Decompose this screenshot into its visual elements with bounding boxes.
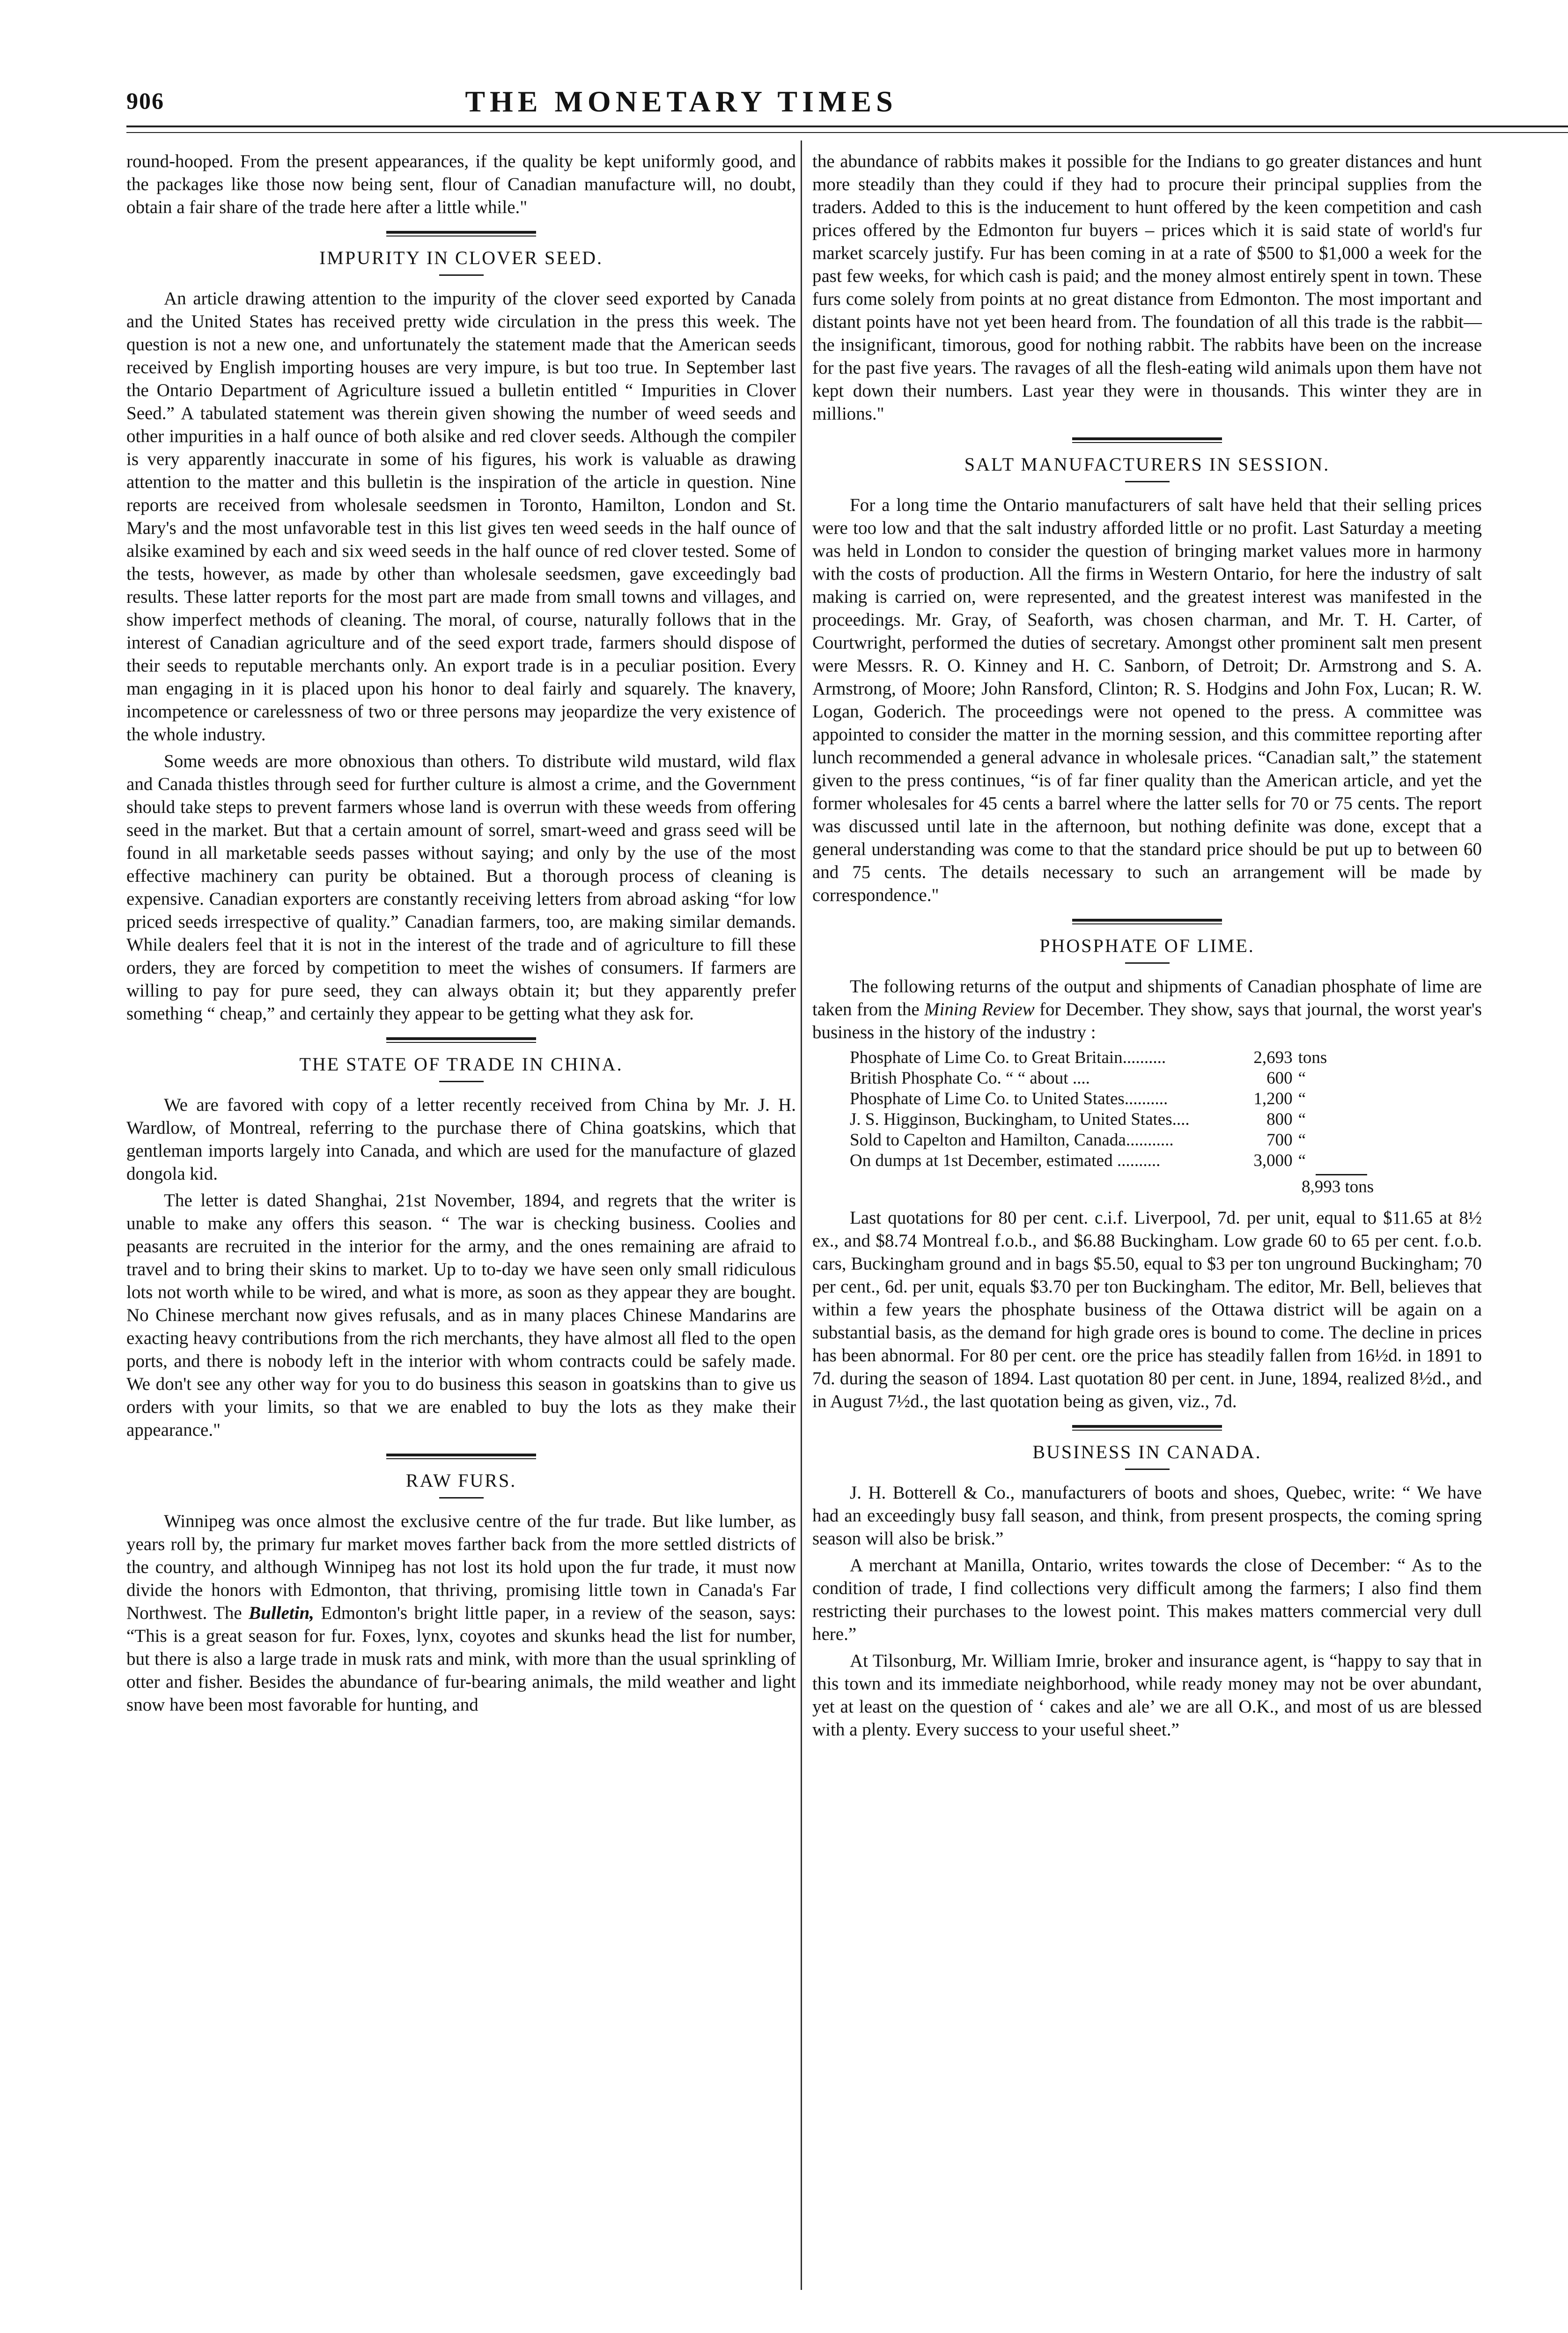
article-title-clover-seed: IMPURITY IN CLOVER SEED. — [319, 247, 604, 268]
publication-name: Mining Review — [924, 999, 1035, 1019]
title-rule — [439, 1497, 484, 1499]
article-title-business-in-canada: BUSINESS IN CANADA. — [1032, 1441, 1262, 1462]
row-label: British Phosphate Co. “ “ about .... — [850, 1069, 1090, 1088]
article-paragraph: We are favored with copy of a letter recently received from China by Mr. J. H. Wardlow, of Montreal, referring to the purchase there of China goatskins, which that gentleman imports largely into Canada, and which are used for the manufacture of glazed dongola kid. — [126, 1095, 796, 1184]
article-paragraph: Some weeds are more obnoxious than others. To distribute wild mustard, wild flax and Canada thistles through seed for further culture is almost a crime, and the Government should take steps to prevent farmers whose land is overrun with these weeds from offering seed in the market. But that a certain amount of sorrel, smart-weed and grass seed will be found in all marketable seeds passes without saying; and only by the use of the most effective machinery can purity be obtained. But a thorough process of cleaning is expensive. Canadian exporters are constantly receiving letters from abroad asking “for low priced seeds irrespective of quality.” Canadian farmers, too, are making similar demands. While dealers feel that it is not in the interest of the trade and of agriculture to fill these orders, they are forced by competition to meet the wishes of consumers. If farmers are willing to pay for pure seed, they can always obtain it; but they apparently prefer something “ cheap,” and certainly they appear to be getting what they ask for. — [126, 751, 796, 1024]
section-separator — [386, 1454, 536, 1459]
row-quantity: 2,693 — [1253, 1048, 1293, 1067]
text-run: The following returns of the output and shipments of Canadian phosphate of lime are taken from the — [812, 976, 1482, 1019]
row-label: Sold to Capelton and Hamilton, Canada........... — [850, 1130, 1174, 1150]
table-row — [850, 1130, 1364, 1151]
row-unit: “ — [1298, 1089, 1306, 1108]
row-unit: “ — [1298, 1110, 1306, 1129]
section-separator — [1072, 1425, 1222, 1431]
publication-name: Bulletin, — [249, 1603, 314, 1623]
total-line — [812, 1176, 1482, 1198]
journal-title: THE MONETARY TIMES — [465, 85, 898, 118]
left-column — [126, 150, 796, 1716]
row-quantity: 600 — [1266, 1069, 1293, 1088]
table-row — [850, 1109, 1364, 1130]
article-continuation: the abundance of rabbits makes it possible for the Indians to go greater distances and hunt more steadily than they could if they had to procure their principal supplies from the traders. Added to this is the inducement to hunt offered by the keen competition and cash prices offered by the Edmonton fur buyers – prices which it is said state of world's fur market scarcely justify. Fur has been coming in at a rate of $500 to $1,000 a week for the past few weeks, for which cash is paid; and the money almost entirely spent in town. These furs come solely from points at no great distance from Edmonton. The most important and distant points have not yet been heard from. The foundation of all this trade is the rabbit—the insignificant, timorous, good for nothing rabbit. The rabbits have been on the increase for the past five years. The ravages of all the flesh-eating wild animals upon them have not kept down their numbers. Last year they were in thousands. This winter they are in millions." — [812, 151, 1482, 424]
table-row — [850, 1089, 1364, 1109]
row-unit: tons — [1298, 1048, 1327, 1067]
article-paragraph: For a long time the Ontario manufacturers of salt have held that their selling prices were too low and that the salt industry afforded little or no profit. Last Saturday a meeting was held in London to consider the question of bringing market values more in harmony with the costs of production. All the firms in Western Ontario, for here the industry of salt making is carried on, were represented, and the greatest interest was manifested in the proceedings. Mr. Gray, of Seaforth, was chosen charman, and Mr. T. H. Carter, of Courtwright, performed the duties of secretary. Amongst other prominent salt men present were Messrs. R. O. Kinney and H. C. Sanborn, of Detroit; Dr. Armstrong and S. A. Armstrong, of Moore; John Ransford, Clinton; R. S. Hodgins and John Fox, Lucan; R. W. Logan, Goderich. The proceedings were not opened to the press. A committee was appointed to consider the matter in the morning session, and this committee reporting after lunch recommended a general advance in wholesale prices. “Canadian salt,” the statement given to the press continues, “is of far finer quality than the American article, and yet the former wholesales for 45 cents a barrel where the latter sells for 70 or 75 cents. The report was discussed until late in the afternoon, but nothing definite was done, except that a general understanding was come to that the standard price should be put up to between 60 and 75 cents. The details necessary to such an arrangement will be made by correspondence." — [812, 495, 1482, 905]
article-paragraph — [126, 1510, 796, 1716]
masthead — [126, 84, 1119, 122]
article-paragraph: Last quotations for 80 per cent. c.i.f. Liverpool, 7d. per unit, equal to $11.65 at 8½ ex., and $8.74 Montreal f.o.b., and $6.88 Buckingham. Low grade 60 to 65 per cent. f.o.b. cars, Buckingham ground and in bags $5.50, equal to $3 per ton unground Buckingham; 70 per cent., 6d. per unit, equals $3.70 per ton Buckingham. The editor, Mr. Bell, believes that within a few years the phosphate business of the Ottawa district will be again on a substantial basis, as the demand for high grade ores is bound to come. The decline in prices has been abnormal. For 80 per cent. ore the price has steadily fallen from 16½d. in 1891 to 7d. during the season of 1894. Last quotation 80 per cent. in June, 1894, realized 8½d., and in August 7½d., the last quotation being as given, viz., 7d. — [812, 1208, 1482, 1411]
row-unit: “ — [1298, 1069, 1306, 1088]
row-quantity: 800 — [1266, 1110, 1293, 1129]
table-row — [850, 1068, 1364, 1089]
article-title-salt-manufacturers: SALT MANUFACTURERS IN SESSION. — [964, 454, 1330, 475]
article-paragraph: An article drawing attention to the impurity of the clover seed exported by Canada and the United States has received pretty wide circulation in the press this week. The question is not a new one, and unfortunately the statement made that the American seeds received by English importing houses are very impure, is but too true. In September last the Ontario Department of Agriculture issued a bulletin entitled “ Impurities in Clover Seed.” A tabulated statement was therein given showing the number of weed seeds and other impurities in a half ounce of both alsike and red clover seeds. Although the compiler is very apparently inaccurate in some of his figures, his work is valuable as drawing attention to the matter and this bulletin is the inspiration of the article in question. Nine reports are received from wholesale seedsmen in Toronto, Hamilton, London and St. Mary's and the most unfavorable test in this list gives ten weed seeds in the half ounce of alsike examined by each and six weed seeds in the half ounce of red clover tested. Some of the tests, however, as made by other than wholesale seedsmen, gave exceedingly bad results. These latter reports for the most part are made from small towns and villages, and show imperfect methods of cleaning. The moral, of course, naturally follows that in the interest of Canadian agriculture and of the seed export trade, farmers should dispose of their seeds to reputable merchants only. An export trade is in a peculiar position. Every man engaging in it is placed upon his honor to deal fairly and squarely. The knavery, incompetence or carelessness of two or three persons may jeopardize the very existence of the whole industry. — [126, 288, 796, 745]
article-paragraph: The letter is dated Shanghai, 21st November, 1894, and regrets that the writer is unable to make any offers this season. “ The war is checking business. Coolies and peasants are recruited in the interior for the army, and the ones remaining are afraid to travel and to bring their skins to market. Up to to-day we have seen only small ridiculous lots not worth while to be wired, and what is more, as soon as they appear they are bought. No Chinese merchant now gives refusals, and as in many places Chinese Mandarins are exacting heavy contributions from the rich merchants, they have almost all fled to the open ports, and there is nobody left in the interior with whom contracts could be safely made. We don't see any other way for you to do business this season in goatskins than to give us orders with your limits, so that we are enabled to buy the lots as they make their appearance." — [126, 1190, 796, 1440]
total-value: 8,993 tons — [1302, 1177, 1374, 1196]
masthead-rule-thin — [126, 132, 1568, 133]
title-rule — [1125, 1469, 1170, 1470]
article-title-raw-furs: RAW FURS. — [405, 1470, 517, 1491]
table-row — [850, 1151, 1364, 1171]
row-unit: “ — [1298, 1151, 1306, 1170]
title-rule — [439, 274, 484, 276]
section-separator — [386, 231, 536, 236]
text-run: Edmonton's bright little paper, in a review of the season, says: “This is a great season for fur. Foxes, lynx, coyotes and skunks head the list for number, but there is also a large trade in musk rats and mink, with more than the usual sprinkling of otter and fisher. Besides the abundance of fur-bearing animals, the mild weather and light snow have been most favorable for hunting, and — [126, 1603, 796, 1715]
article-paragraph: J. H. Botterell & Co., manufacturers of boots and shoes, Quebec, write: “ We have had an exceedingly busy fall season, and think, from present prospects, the coming spring season will also be brisk.” — [812, 1483, 1482, 1549]
title-rule — [439, 1081, 484, 1082]
table-row — [850, 1048, 1364, 1068]
title-rule — [1125, 962, 1170, 964]
right-column — [812, 150, 1482, 1745]
row-quantity: 700 — [1266, 1130, 1293, 1150]
section-separator — [1072, 437, 1222, 443]
title-rule — [1125, 481, 1170, 482]
row-label: Phosphate of Lime Co. to Great Britain.......... — [850, 1048, 1166, 1067]
article-title-phosphate: PHOSPHATE OF LIME. — [1039, 935, 1255, 956]
row-quantity: 1,200 — [1253, 1089, 1293, 1108]
section-separator — [386, 1037, 536, 1043]
page-number: 906 — [126, 88, 164, 114]
article-paragraph — [812, 975, 1482, 1044]
article-paragraph: A merchant at Manilla, Ontario, writes towards the close of December: “ As to the condition of trade, I find collections very difficult among the farmers; I also find them restricting their purchases to the lowest point. This makes matters commercial very dull here.” — [812, 1555, 1482, 1644]
row-label: On dumps at 1st December, estimated .......... — [850, 1151, 1161, 1170]
text-run: Winnipeg was once almost the exclusive centre of the fur trade. But like lumber, as years roll by, the primary fur market moves farther back from the more settled districts of the country, and although Winnipeg has not lost its hold upon the fur trade, it must now divide the honors with Edmonton, that thriving, promising little town in Canada's Far Northwest. The — [126, 1511, 796, 1623]
row-label: J. S. Higginson, Buckingham, to United States.... — [850, 1110, 1190, 1129]
column-divider — [801, 140, 802, 2290]
row-unit: “ — [1298, 1130, 1306, 1150]
phosphate-returns-table — [850, 1048, 1364, 1171]
masthead-rule — [126, 126, 1568, 127]
total-rule — [1316, 1174, 1367, 1175]
row-quantity: 3,000 — [1253, 1151, 1293, 1170]
text-run: for December. They show, says that journal, the worst year's business in the history of the industry : — [812, 999, 1482, 1042]
article-title-china-trade: THE STATE OF TRADE IN CHINA. — [299, 1054, 623, 1075]
row-label: Phosphate of Lime Co. to United States.......... — [850, 1089, 1168, 1108]
section-separator — [1072, 919, 1222, 924]
article-continuation: round-hooped. From the present appearances, if the quality be kept uniformly good, and the packages like those now being sent, flour of Canadian manufacture will, no doubt, obtain a fair share of the trade here after a little while." — [126, 151, 796, 217]
article-paragraph: At Tilsonburg, Mr. William Imrie, broker and insurance agent, is “happy to say that in this town and its immediate neighborhood, while ready money may not be over abundant, yet at least on the question of ‘ cakes and ale’ we are all O.K., and most of us are blessed with a plenty. Every success to your useful sheet.” — [812, 1651, 1482, 1740]
